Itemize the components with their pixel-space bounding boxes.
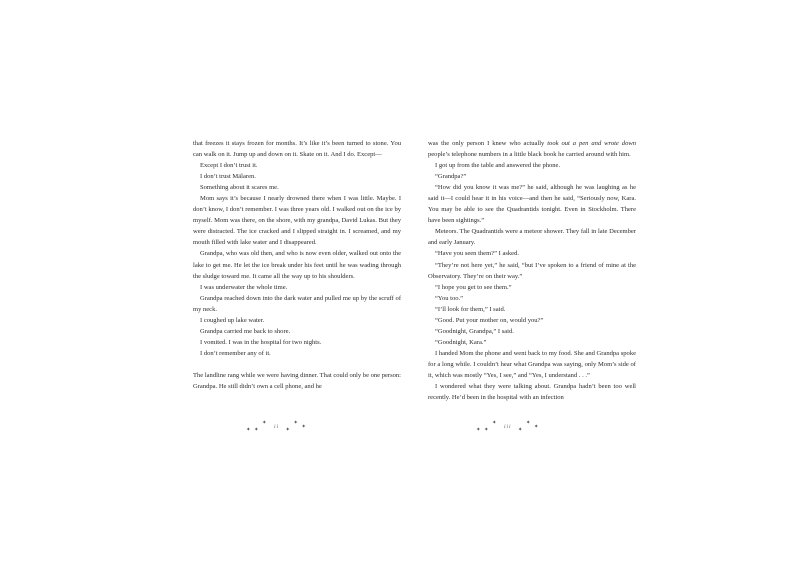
paragraph: Grandpa carried me back to shore.: [200, 327, 291, 335]
paragraph: I wondered what they were talking about. Grandpa hadn’t been too well recently. He’d been in the hospital with an infection: [428, 383, 636, 402]
paragraph: that freezes it stays frozen for months. It’s like it’s been turned to stone. You can walk on it. Jump up and down on it. Skate on it. And I do. Except—: [193, 140, 401, 159]
emphasis-text: took out a pen and wrote down: [547, 140, 636, 147]
paragraph: “Goodnight, Grandpa,” I said.: [435, 327, 514, 335]
paragraph: Except I don’t trust it.: [200, 162, 258, 170]
paragraph: I handed Mom the phone and went back to my food. She and Grandpa spoke for a long while. I couldn’t hear what Grandpa was saying, only Mom’s side of it, which was mostly “Yes, I see,” and “Yes, I understand . . .”: [428, 349, 636, 379]
star-ornament-icon: ✦: [525, 420, 532, 426]
star-ornament-icon: ✦: [301, 424, 307, 430]
right-folio: [476, 420, 540, 433]
paragraph: “How did you know it was me?” he said, although he was laughing as he said it—I could hear it in his voice—and then he said, “Seriously now, Kara. You may be able to see the Quadrantids tonight. Even in Stockholm. There have been sightings.”: [428, 184, 636, 225]
text-run: people’s telephone numbers in a little black book he carried around with him.: [428, 151, 631, 159]
paragraph: “Grandpa?”: [435, 173, 467, 181]
star-ornament-icon: ✦: [285, 427, 291, 433]
page-number: iii: [503, 424, 512, 430]
paragraph: “Good. Put your mother on, would you?”: [435, 316, 544, 324]
star-ornament-icon: ✦: [246, 427, 252, 433]
paragraph: Grandpa reached down into the dark water and pulled me up by the scruff of my neck.: [193, 294, 401, 313]
paragraph: “I hope you get to see them.”: [435, 283, 512, 291]
paragraph: Meteors. The Quadrantids were a meteor shower. They fall in late December and early January.: [428, 228, 636, 247]
paragraph: I coughed up lake water.: [200, 316, 265, 324]
paragraph: Grandpa, who was old then, and who is now even older, walked out onto the lake to get me. He let the ice break under his feet until he was wading through the sludge toward me. It came all the way up to his shoulders.: [193, 250, 401, 280]
star-ornament-icon: ✦: [517, 427, 524, 433]
paragraph: I was underwater the whole time.: [200, 283, 288, 291]
left-folio: [246, 420, 307, 433]
star-ornament-icon: ✦: [483, 427, 490, 433]
right-page: [428, 138, 636, 403]
paragraph: Something about it scares me.: [200, 184, 279, 192]
paragraph: “Have you seen them?” I asked.: [435, 250, 519, 258]
star-ornament-icon: ✦: [261, 420, 268, 426]
section-start-paragraph: The landline rang while we were having dinner. That could only be one person: Grandpa. He still didn’t own a cell phone, and he: [193, 371, 401, 390]
star-ornament-icon: ✦: [533, 424, 540, 430]
paragraph: “You too.”: [435, 294, 464, 302]
text-run: was the only person I knew who actually: [428, 140, 548, 147]
paragraph: I got up from the table and answered the phone.: [435, 162, 561, 170]
paragraph: “Goodnight, Kara.”: [435, 338, 487, 346]
left-page: [193, 138, 401, 392]
paragraph: [428, 138, 636, 160]
paragraph: “They’re not here yet,” he said, “but I’ve spoken to a friend of mine at the Observatory. They’re on their way.”: [428, 261, 636, 280]
star-ornament-icon: ✦: [293, 420, 299, 426]
paragraph: I don’t trust Mälaren.: [200, 173, 256, 181]
page-number: ii: [273, 424, 280, 430]
star-ornament-icon: ✦: [491, 420, 498, 426]
paragraph: I vomited. I was in the hospital for two nights.: [200, 338, 322, 346]
paragraph: Mom says it’s because I nearly drowned there when I was little. Maybe. I don’t know, I don’t remember. I was three years old. I walked out on the ice by myself. Mom was there, on the shore, with my grandpa, David Lukas. But they were distracted. The ice cracked and I slipped straight in. I screamed, and my mouth filled with lake water and I disappeared.: [193, 195, 401, 247]
star-ornament-icon: ✦: [253, 427, 260, 433]
paragraph: I don’t remember any of it.: [200, 349, 271, 357]
paragraph: “I’ll look for them,” I said.: [435, 305, 506, 313]
star-ornament-icon: ✦: [476, 427, 482, 433]
